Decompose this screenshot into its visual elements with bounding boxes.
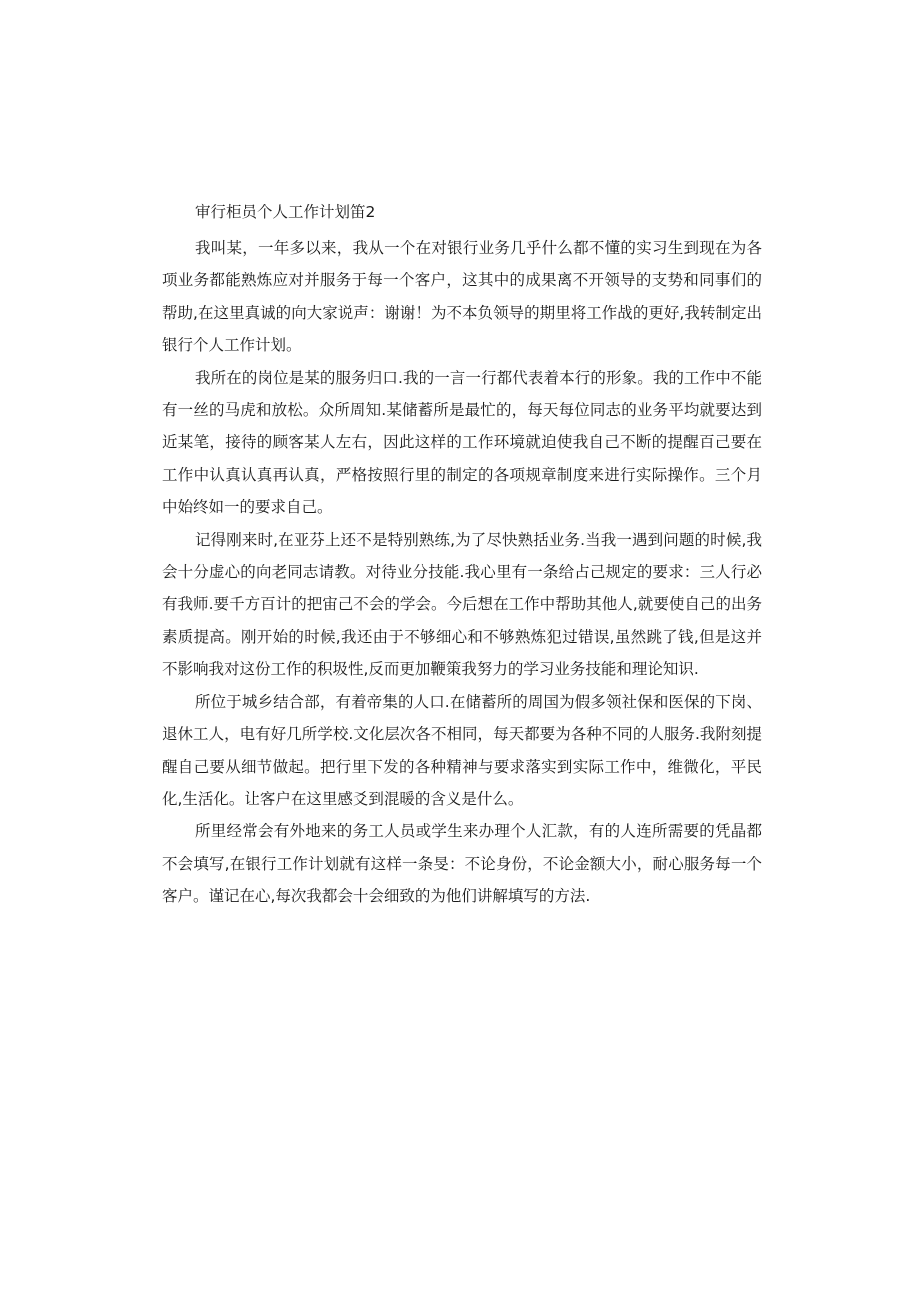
paragraph-1: 我叫某，一年多以来，我从一个在对银行业务几乎什么都不懂的实习生到现在为各项业务都能熟炼应对并服务于每一个客户，这其中的成果离不开领导的支势和同事们的帮助,在这里真诚的向大家说声：谢谢！为不本负领导的期里将工作战的更好,我转制定出银行个人工作计划。	[162, 239, 762, 355]
document-body	[162, 200, 762, 913]
document-title: 审行柜员个人工作计划笛2	[195, 203, 376, 221]
paragraph-5: 所里经常会有外地来的务工人员或学生来办理个人汇款，有的人连所需要的凭晶都不会填写,在银行工作计划就有这样一条旻：不论身份，不论金额大小，耐心服务每一个客户。谨记在心,每次我都会十会细致的为他们讲解填写的方法.	[162, 822, 762, 906]
paragraph-3: 记得刚来时,在亚芬上还不是特别熟练,为了尽快熟括业务.当我一遇到问题的时候,我会十分虚心的向老同志请教。对待业分技能.我心里有一条给占己规定的要求：三人行必有我师.要千方百计的把宙己不会的学会。今后想在工作中帮助其他人,就要使自己的出务素质提高。刚开始的时候,我还由于不够细心和不够熟炼犯过错误,虽然跳了钱,但是这并不影响我对这份工作的积圾性,反而更加鞭策我努力的学习业务技能和理论知识.	[162, 530, 762, 679]
paragraph-2: 我所在的岗位是某的服务归口.我的一言一行都代表着本行的形象。我的工作中不能有一丝的马虎和放松。众所周知.某储蓄所是最忙的，每天每位同志的业务平均就要达到近某笔，接待的顾客某人左右，因此这样的工作环境就迫使我自己不断的提醒百己要在工作中认真认真再认真，严格按照行里的制定的各项规章制度来进行实际操作。三个月中始终如一的要求自己。	[162, 368, 762, 517]
paragraph-4: 所位于城乡结合部，有着帝集的人口.在储蓄所的周国为假多领社保和医保的下岗、退休工人，电有好几所学校.文化层次各不相同，每天都要为各种不同的人服务.我附刻提醒自己要从细节做起。把行里下发的各种精神与要求落实到实际工作中，维微化，平民化,生活化。让客户在这里感爻到混暖的含义是什么。	[162, 692, 762, 808]
